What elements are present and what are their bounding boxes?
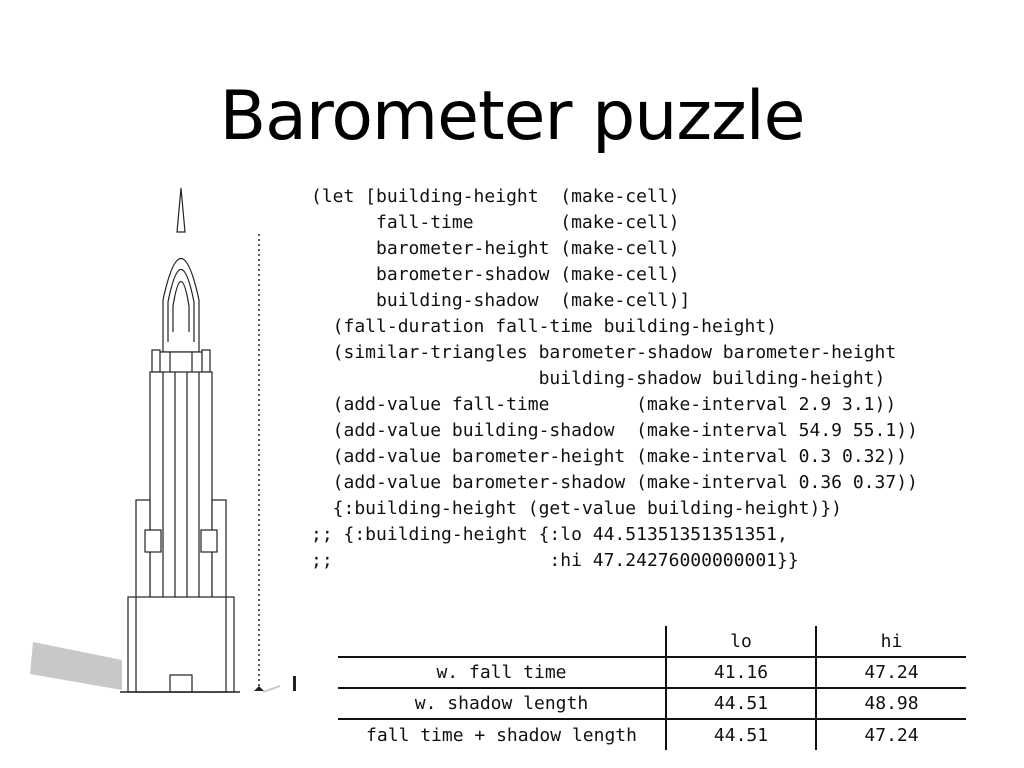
table-row	[338, 657, 966, 688]
lo-cell: 41.16	[666, 657, 816, 688]
header-hi: hi	[816, 626, 966, 657]
building-illustration	[30, 182, 310, 702]
code-line: barometer-shadow (make-cell)	[311, 264, 680, 285]
code-line: (add-value building-shadow (make-interval 54.9 55.1))	[311, 420, 918, 441]
method-cell: w. shadow length	[414, 693, 589, 714]
lo-cell: 44.51	[666, 688, 816, 719]
code-line: fall-time (make-cell)	[311, 212, 680, 233]
header-method	[338, 626, 666, 657]
code-line: (add-value fall-time (make-interval 2.9 3.1))	[311, 394, 897, 415]
code-line: (add-value barometer-height (make-interval 0.3 0.32))	[311, 446, 908, 467]
height-arrow	[254, 686, 264, 691]
results-table	[338, 626, 966, 750]
table-header-row	[338, 626, 966, 657]
table-row	[338, 719, 966, 750]
hi-cell: 47.24	[816, 657, 966, 688]
barometer-shadow	[263, 685, 280, 693]
building-spire	[177, 188, 185, 232]
code-line: (let [building-height (make-cell)	[311, 186, 680, 207]
code-line: (add-value barometer-shadow (make-interval 0.36 0.37))	[311, 472, 918, 493]
code-block	[311, 184, 918, 574]
hi-cell: 48.98	[816, 688, 966, 719]
barometer	[293, 676, 296, 691]
code-line: (similar-triangles barometer-shadow barometer-height	[311, 342, 897, 363]
code-line: building-shadow (make-cell)]	[311, 290, 691, 311]
table-row	[338, 688, 966, 719]
method-cell: fall time + shadow length	[366, 724, 637, 746]
lo-cell: 44.51	[666, 719, 816, 750]
code-line: (fall-duration fall-time building-height)	[311, 316, 777, 337]
building-shadow	[30, 642, 122, 690]
code-line: building-shadow building-height)	[311, 368, 886, 389]
code-line: {:building-height (get-value building-height)})	[311, 498, 843, 519]
code-line: ;; {:building-height {:lo 44.51351351351351,	[311, 524, 788, 545]
slide-title: Barometer puzzle	[219, 77, 805, 156]
hi-cell: 47.24	[816, 719, 966, 750]
code-line: ;; :hi 47.24276000000001}}	[311, 550, 799, 571]
header-lo: lo	[666, 626, 816, 657]
code-line: barometer-height (make-cell)	[311, 238, 680, 259]
method-cell: w. fall time	[436, 662, 567, 683]
